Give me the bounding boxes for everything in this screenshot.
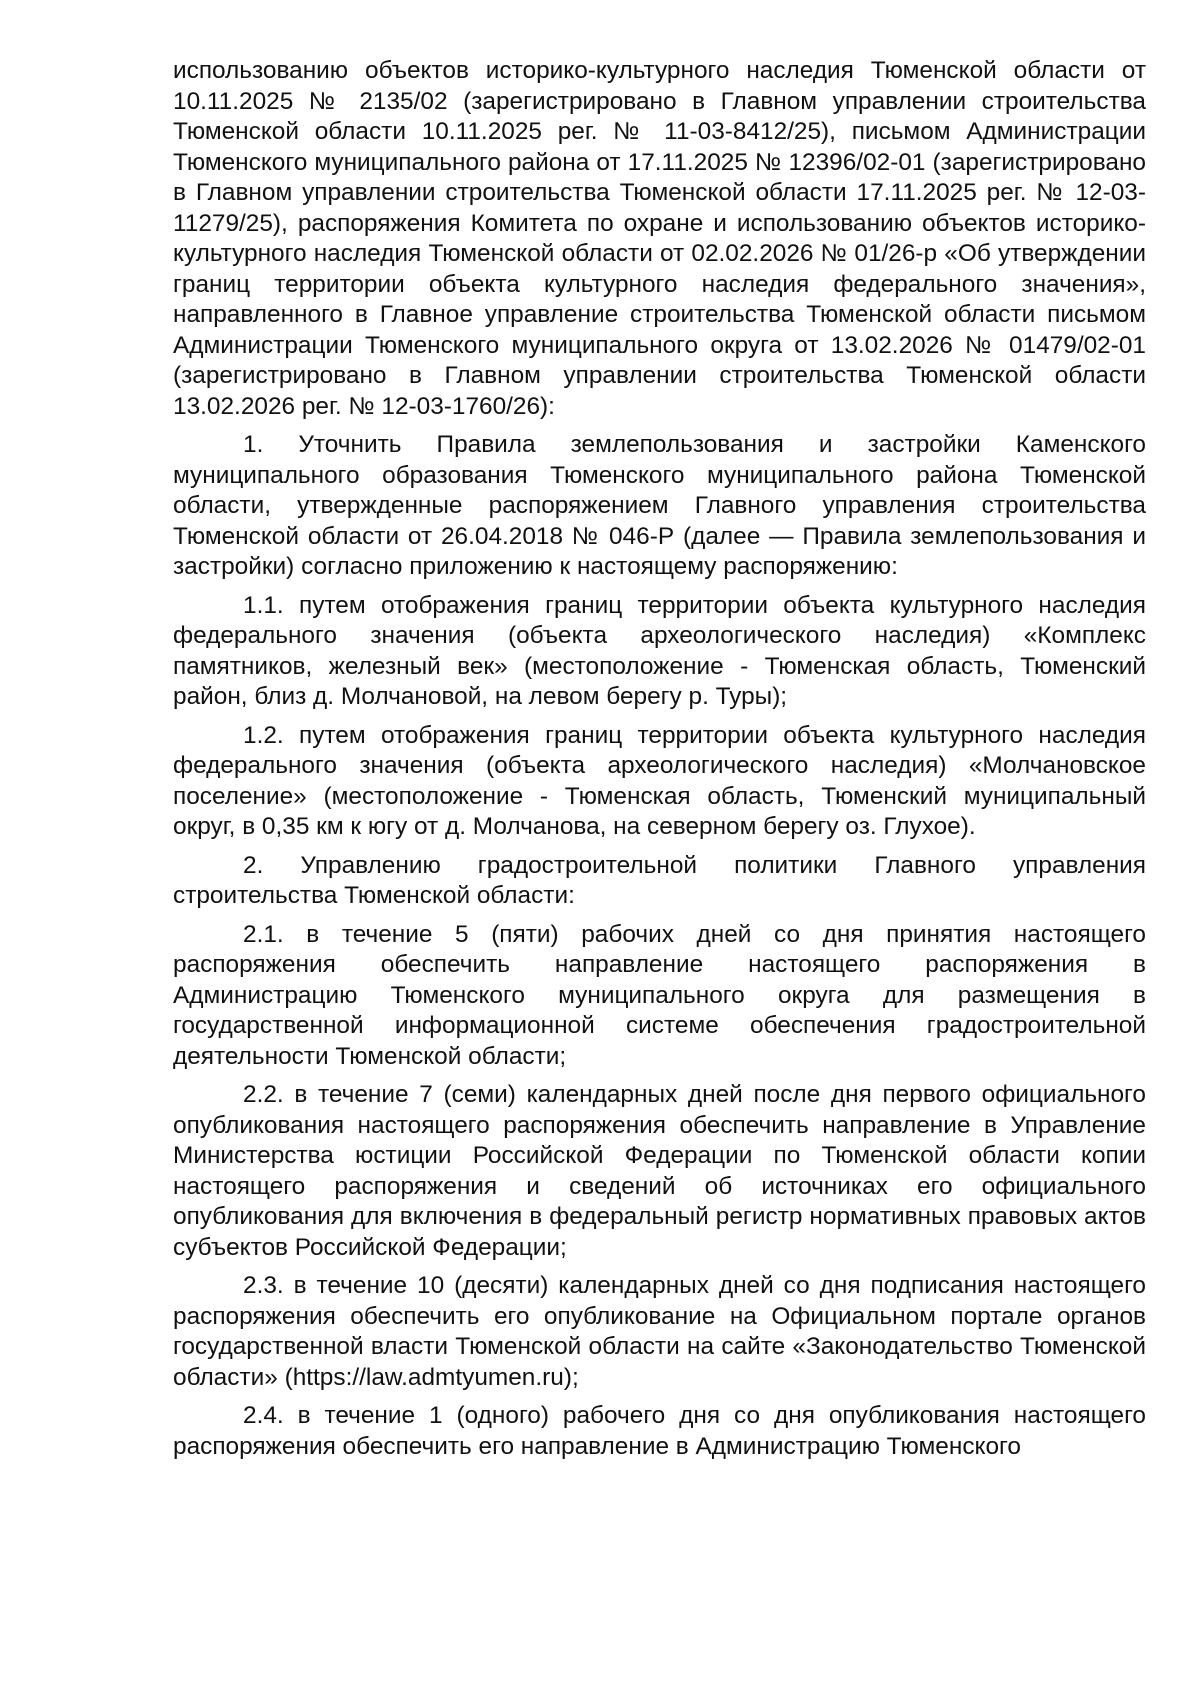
- paragraph-item-2: 2. Управлению градостроительной политики Главного управления строительства Тюменской области:: [173, 851, 1146, 909]
- paragraph-item-1: 1. Уточнить Правила землепользования и застройки Каменского муниципального образования Тюменского муниципального района Тюменской области, утвержденные распоряжением Главного управления строительства Тюменской области от 26.04.2018 № 046-Р (далее — Правила землепользования и застройки) согласно приложению к настоящему распоряжению:: [173, 431, 1146, 580]
- paragraph-item-2-3: 2.3. в течение 10 (десяти) календарных дней со дня подписания настоящего распоряжения обеспечить его опубликование на Официальном портале органов государственной власти Тюменской области на сайте «Законодательство Тюменской области» (https://law.admtyumen.ru);: [173, 1272, 1146, 1391]
- paragraph-item-2-2: 2.2. в течение 7 (семи) календарных дней после дня первого официального опубликования настоящего распоряжения обеспечить направление в Управление Министерства юстиции Российской Федерации по Тюменской области копии настоящего распоряжения и сведений об источниках его официального опубликования для включения в федеральный регистр нормативных правовых актов субъектов Российской Федерации;: [173, 1081, 1146, 1261]
- paragraph-item-2-1: 2.1. в течение 5 (пяти) рабочих дней со дня принятия настоящего распоряжения обеспечить направление настоящего распоряжения в Администрацию Тюменского муниципального округа для размещения в государственной информационной системе обеспечения градостроительной деятельности Тюменской области;: [173, 920, 1146, 1070]
- paragraph-item-1-2: 1.2. путем отображения границ территории объекта культурного наследия федерального значения (объекта археологического наследия) «Молчановское поселение» (местоположение - Тюменская область, Тюменский муниципальный округ, в 0,35 км к югу от д. Молчанова, на северном берегу оз. Глухое).: [173, 721, 1146, 840]
- document-body: [173, 56, 1146, 1462]
- paragraph-preamble-continuation: использованию объектов историко-культурного наследия Тюменской области от 10.11.2025 № 2135/02 (зарегистрировано в Главном управлении строительства Тюменской области 10.11.2025 рег. № 11-03-8412/25), письмом Администрации Тюменского муниципального района от 17.11.2025 № 12396/02-01 (зарегистрировано в Главном управлении строительства Тюменской области 17.11.2025 рег. № 12-03-11279/25), распоряжения Комитета по охране и использованию объектов историко-культурного наследия Тюменской области от 02.02.2026 № 01/26-р «Об утверждении границ территории объекта культурного наследия федерального значения», направленного в Главное управление строительства Тюменской области письмом Администрации Тюменского муниципального округа от 13.02.2026 № 01479/02-01 (зарегистрировано в Главном управлении строительства Тюменской области 13.02.2026 рег. № 12-03-1760/26):: [173, 57, 1146, 420]
- paragraph-item-2-4: 2.4. в течение 1 (одного) рабочего дня со дня опубликования настоящего распоряжения обеспечить его направление в Администрацию Тюменского: [173, 1402, 1146, 1460]
- paragraph-item-1-1: 1.1. путем отображения границ территории объекта культурного наследия федерального значения (объекта археологического наследия) «Комплекс памятников, железный век» (местоположение - Тюменская область, Тюменский район, близ д. Молчановой, на левом берегу р. Туры);: [173, 591, 1146, 710]
